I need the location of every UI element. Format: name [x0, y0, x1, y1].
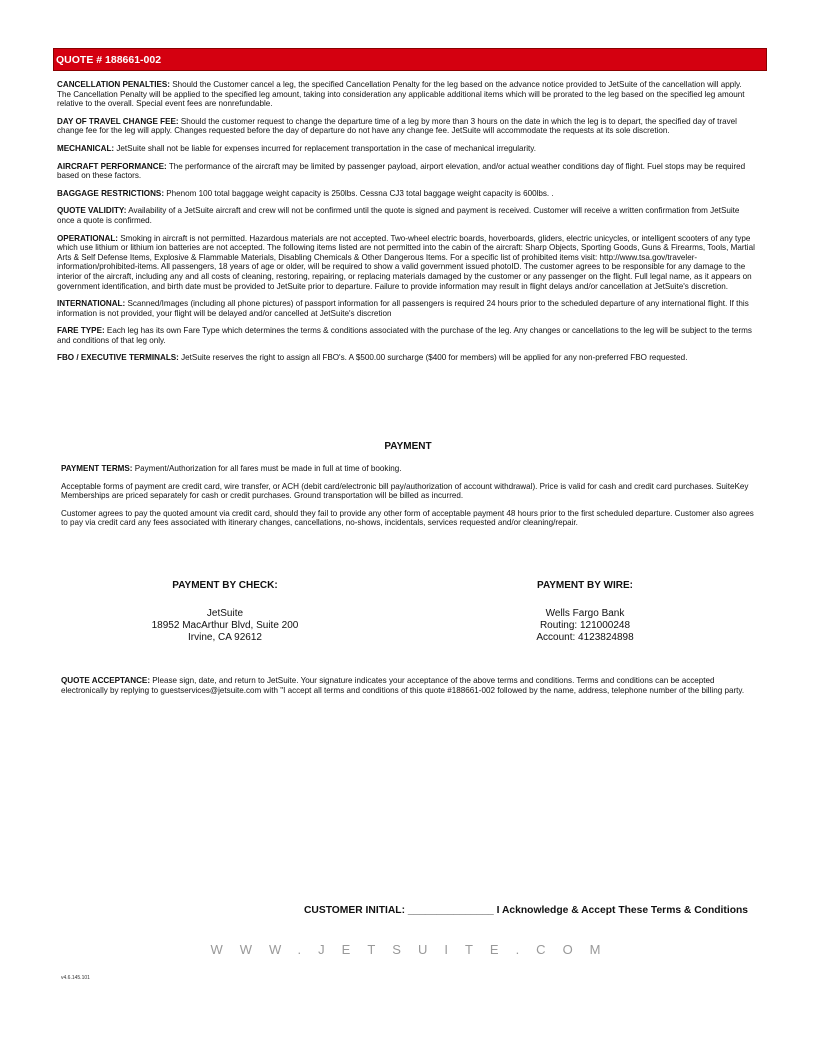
version-number: v4.6.145.101: [61, 975, 90, 981]
term-cancellation: [57, 80, 757, 109]
term-quote-validity: [57, 206, 757, 225]
term-change-fee: [57, 117, 757, 136]
term-aircraft-performance: [57, 162, 757, 181]
term-fbo: [57, 353, 757, 363]
check-heading: PAYMENT BY CHECK:: [172, 580, 278, 591]
term-heading: CANCELLATION PENALTIES:: [57, 80, 171, 89]
term-fare-type: [57, 326, 757, 345]
acceptance-heading: QUOTE ACCEPTANCE:: [61, 676, 151, 685]
term-heading: DAY OF TRAVEL CHANGE FEE:: [57, 116, 179, 126]
wire-bank: Wells Fargo Bank: [545, 608, 625, 619]
term-heading: QUOTE VALIDITY:: [57, 206, 127, 216]
payment-terms-heading: PAYMENT TERMS:: [61, 464, 133, 473]
term-text: Should the customer request to change the departure time of a leg by more than 3 hours on the date in which the leg is to depart, the specified day of travel change fee for the leg will apply. Changes requested before the day of departure do not have any change fee. JetSuite will accommodate the requests at its sole discretion.: [57, 116, 737, 136]
term-operational: [57, 234, 757, 292]
payment-terms-text: Payment/Authorization for all fares must be made in full at time of booking.: [132, 464, 402, 473]
payment-section: [61, 464, 755, 536]
payment-title: PAYMENT: [384, 441, 432, 452]
payment-by-wire: [435, 580, 735, 644]
customer-initial-line: CUSTOMER INITIAL: _______________ I Acknowledge & Accept These Terms & Conditions: [303, 905, 748, 916]
term-heading: AIRCRAFT PERFORMANCE:: [57, 161, 167, 171]
term-text: The performance of the aircraft may be limited by passenger payload, airport elevation, and/or actual weather conditions day of flight. Fuel stops may be required based on these factors.: [57, 161, 746, 181]
term-text: Should the Customer cancel a leg, the specified Cancellation Penalty for the leg based on the advance notice provided to JetSuite of the cancellation will apply. The Cancellation Penalty will be applied to the specified leg amount, taking into consideration any applicable additional items which will be prorated to the leg based on the specified leg amount relative to the overall. Special event fees are nonrefundable.: [57, 80, 745, 109]
term-heading: OPERATIONAL:: [57, 233, 118, 243]
term-text: Each leg has its own Fare Type which determines the terms & conditions associated with the purchase of the leg. Any changes or cancellations to the leg will be subject to the terms and conditions of that leg only.: [57, 326, 752, 345]
term-heading: MECHANICAL:: [57, 143, 115, 153]
check-address-line2: Irvine, CA 92612: [188, 632, 262, 643]
term-heading: FARE TYPE:: [57, 326, 105, 336]
check-payee: JetSuite: [206, 608, 244, 619]
acceptance-text: Please sign, date, and return to JetSuite. Your signature indicates your acceptance of the above terms and conditions. Terms and conditions can be accepted electronically by replying to guestservices@jetsuite.com with "I accept all terms and conditions of this quote #188661-002 followed by the name, address, telephone number of the billing party.: [61, 676, 745, 695]
wire-routing: Routing: 121000248: [539, 620, 631, 631]
term-text: Smoking in aircraft is not permitted. Hazardous materials are not accepted. Two-wheel electric boards, hoverboards, gliders, electric unicycles, or intelligent scooters of any type which use lithium or lithium ion batteries are not accepted. The following items listed are not permitted into the cabin of the aircraft: Sharp Objects, Sporting Goods, Guns & Firearms, Tools, Martial Arts & Self Defense Items, Explosive & Flammable Materials, Disabling Chemicals & Other Dangerous Items. For a specific list of prohibited items visit: http://www.tsa.gov/traveler-information/prohibited-items. All passengers, 18 years of age or older, will be required to show a valid government issued photoID. The customer agrees to be responsible for any damage to the interior of the aircraft, including any and all costs of cleaning, restoring, repairing, or replacing materials damaged by the customer or any passenger on the flight. Full legal name, as it appears on government identification, and birth date must be provided to JetSuite prior to departure. Failure to provide information may result in flight delays and/or cancellation at JetSuite's discretion.: [57, 233, 755, 291]
term-text: JetSuite reserves the right to assign all FBO's. A $500.00 surcharge ($400 for members) will be applied for any non-preferred FBO requested.: [178, 353, 688, 363]
payment-agreement: Customer agrees to pay the quoted amount via credit card, should they fail to provide any other form of acceptable payment 48 hours prior to the first scheduled departure. Customer also agrees to pay via credit card any fees associated with itinerary changes, cancellations, no-shows, incidentals, services requested and/or cleaning/repair.: [61, 508, 754, 528]
terms-section: [57, 80, 757, 371]
term-mechanical: [57, 144, 757, 154]
term-text: Phenom 100 total baggage weight capacity is 250lbs. Cessna CJ3 total baggage weight capacity is 600lbs. .: [164, 188, 554, 198]
term-heading: BAGGAGE RESTRICTIONS:: [57, 188, 165, 198]
term-heading: INTERNATIONAL:: [57, 299, 126, 309]
term-text: Availability of a JetSuite aircraft and crew will not be confirmed until the quote is signed and payment is received. Customer will receive a written confirmation from JetSuite once a quote is confirmed.: [57, 206, 740, 225]
term-international: [57, 299, 757, 318]
term-text: JetSuite shall not be liable for expenses incurred for replacement transportation in the case of mechanical irregularity.: [114, 143, 536, 153]
quote-header-bar: [53, 48, 767, 71]
wire-account: Account: 4123824898: [536, 632, 634, 643]
payment-forms: Acceptable forms of payment are credit card, wire transfer, or ACH (debit card/electronic bill pay/authorization of account withdrawal). Price is valid for cash and credit card purchases. SuiteKey Memberships are priced separately for cash or credit purchases. Ground transportation will be billed as incurred.: [61, 481, 749, 501]
check-address-line1: 18952 MacArthur Blvd, Suite 200: [151, 620, 299, 631]
footer-website: WWW.JETSUITE.COM: [210, 942, 618, 957]
quote-acceptance: [61, 676, 755, 695]
term-baggage: [57, 189, 757, 199]
term-text: Scanned/Images (including all phone pictures) of passport information for all passengers is required 24 hours prior to the scheduled departure of any international flight. If this information is not provided, your flight will be delayed and/or cancelled at JetSuite's discretion: [57, 299, 749, 318]
term-heading: FBO / EXECUTIVE TERMINALS:: [57, 353, 179, 363]
quote-number: QUOTE # 188661-002: [56, 54, 162, 66]
wire-heading: PAYMENT BY WIRE:: [537, 580, 633, 591]
payment-by-check: [75, 580, 375, 644]
payment-terms: [61, 464, 755, 474]
